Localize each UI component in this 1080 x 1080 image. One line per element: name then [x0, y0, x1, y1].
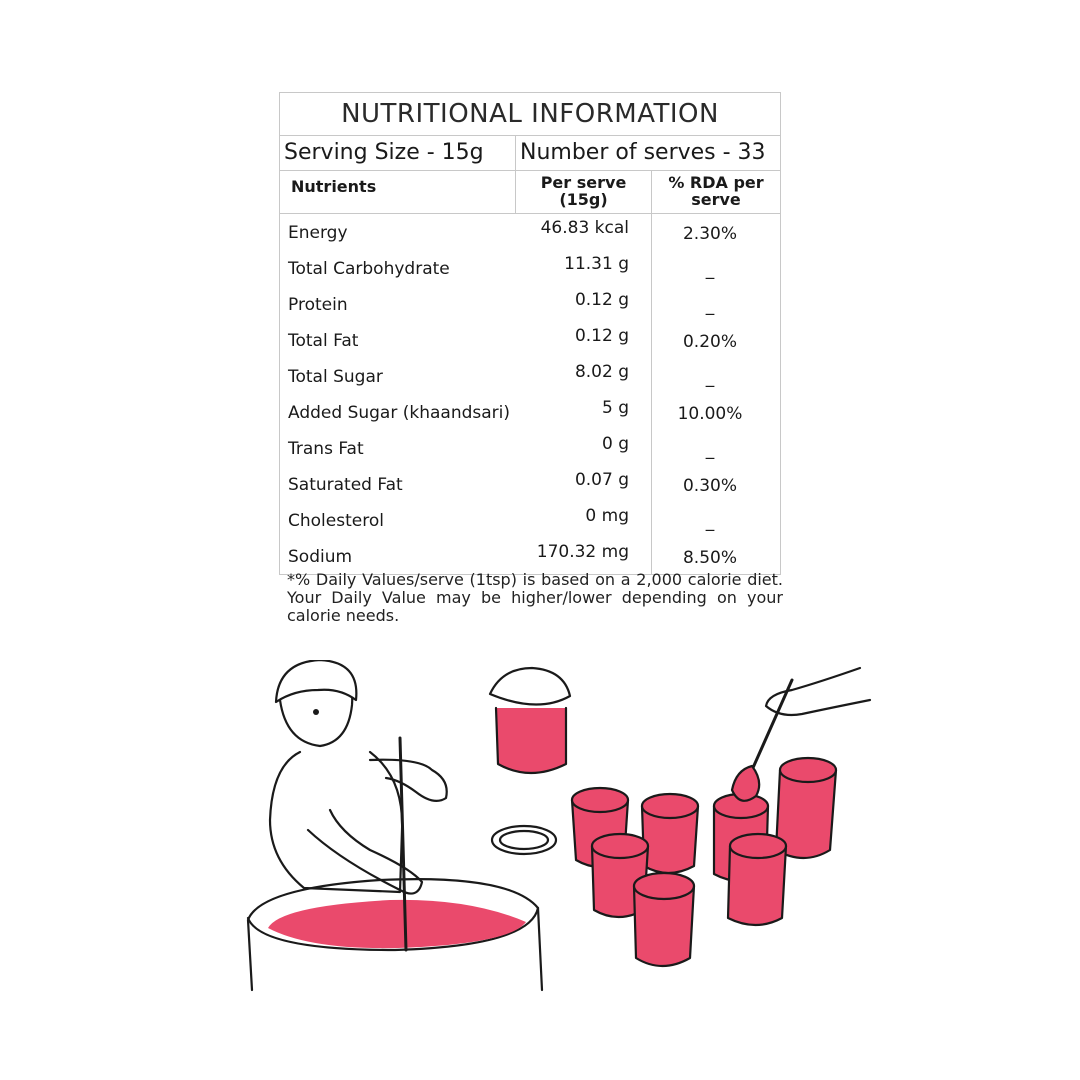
nutrient-rda: 0.20% [682, 332, 737, 352]
header-nutrients: Nutrients [280, 171, 516, 213]
nutrient-amount: 46.83 kcal [516, 214, 652, 250]
nutrient-amount: 11.31 g [516, 250, 652, 286]
table-row [280, 538, 780, 574]
nutrient-name: Protein [288, 295, 348, 315]
number-of-serves: Number of serves - 33 [520, 140, 766, 165]
covered-jar-icon [496, 708, 566, 773]
nutrient-rda: _ [705, 368, 715, 388]
nutrient-rda: _ [705, 260, 715, 280]
nutrient-amount: 0 g [516, 430, 652, 466]
nutrient-name: Energy [288, 223, 348, 243]
table-row [280, 466, 780, 502]
nutrient-name: Total Fat [288, 331, 359, 351]
woman-upper-arm-icon [370, 760, 447, 801]
serving-size: Serving Size - 15g [280, 136, 516, 170]
nutrient-amount: 0.07 g [516, 466, 652, 502]
nutrient-rda: 0.30% [682, 476, 737, 496]
table-row [280, 430, 780, 466]
nutrient-name: Cholesterol [288, 511, 384, 531]
footnote: *% Daily Values/serve (1tsp) is based on a 2,000 calorie diet. Your Daily Value may be higher/lower depending on your calorie needs. [287, 570, 783, 625]
table-header [280, 171, 780, 214]
jam-making-illustration [220, 660, 880, 1000]
table-row [280, 394, 780, 430]
nutrient-rda: 10.00% [677, 404, 743, 424]
nutrient-name: Total Sugar [288, 367, 383, 387]
nutrient-name: Added Sugar (khaandsari) [288, 403, 511, 423]
header-per-serve: Per serve (15g) [516, 171, 652, 213]
nutrient-amount: 0.12 g [516, 286, 652, 322]
header-rda: % RDA per serve [668, 173, 764, 209]
table-row [280, 214, 780, 250]
table-row [280, 358, 780, 394]
nutrient-rda: _ [705, 296, 715, 316]
jars-group-icon [572, 758, 836, 966]
table-row [280, 286, 780, 322]
nutrient-rda: _ [705, 512, 715, 532]
woman-cap-icon [276, 660, 356, 702]
nutrient-rda: 8.50% [682, 548, 737, 568]
nutrient-amount: 0 mg [516, 502, 652, 538]
table-row [280, 502, 780, 538]
nutrient-rda: 2.30% [682, 224, 737, 244]
table-row [280, 322, 780, 358]
nutrient-amount: 5 g [516, 394, 652, 430]
nutrient-name: Saturated Fat [288, 475, 403, 495]
nutrient-rows [280, 214, 780, 574]
panel-title: NUTRITIONAL INFORMATION [280, 93, 780, 136]
nutrient-name: Trans Fat [288, 439, 364, 459]
hand-icon [766, 668, 870, 715]
nutrient-amount: 8.02 g [516, 358, 652, 394]
nutrition-panel [279, 92, 781, 575]
nutrient-name: Total Carbohydrate [288, 259, 450, 279]
nutrient-amount: 170.32 mg [516, 538, 652, 574]
serving-info [280, 136, 780, 171]
nutrient-amount: 0.12 g [516, 322, 652, 358]
spoon-icon [752, 680, 792, 770]
nutrient-name: Sodium [288, 547, 353, 567]
nutrient-rda: _ [705, 440, 715, 460]
table-row [280, 250, 780, 286]
